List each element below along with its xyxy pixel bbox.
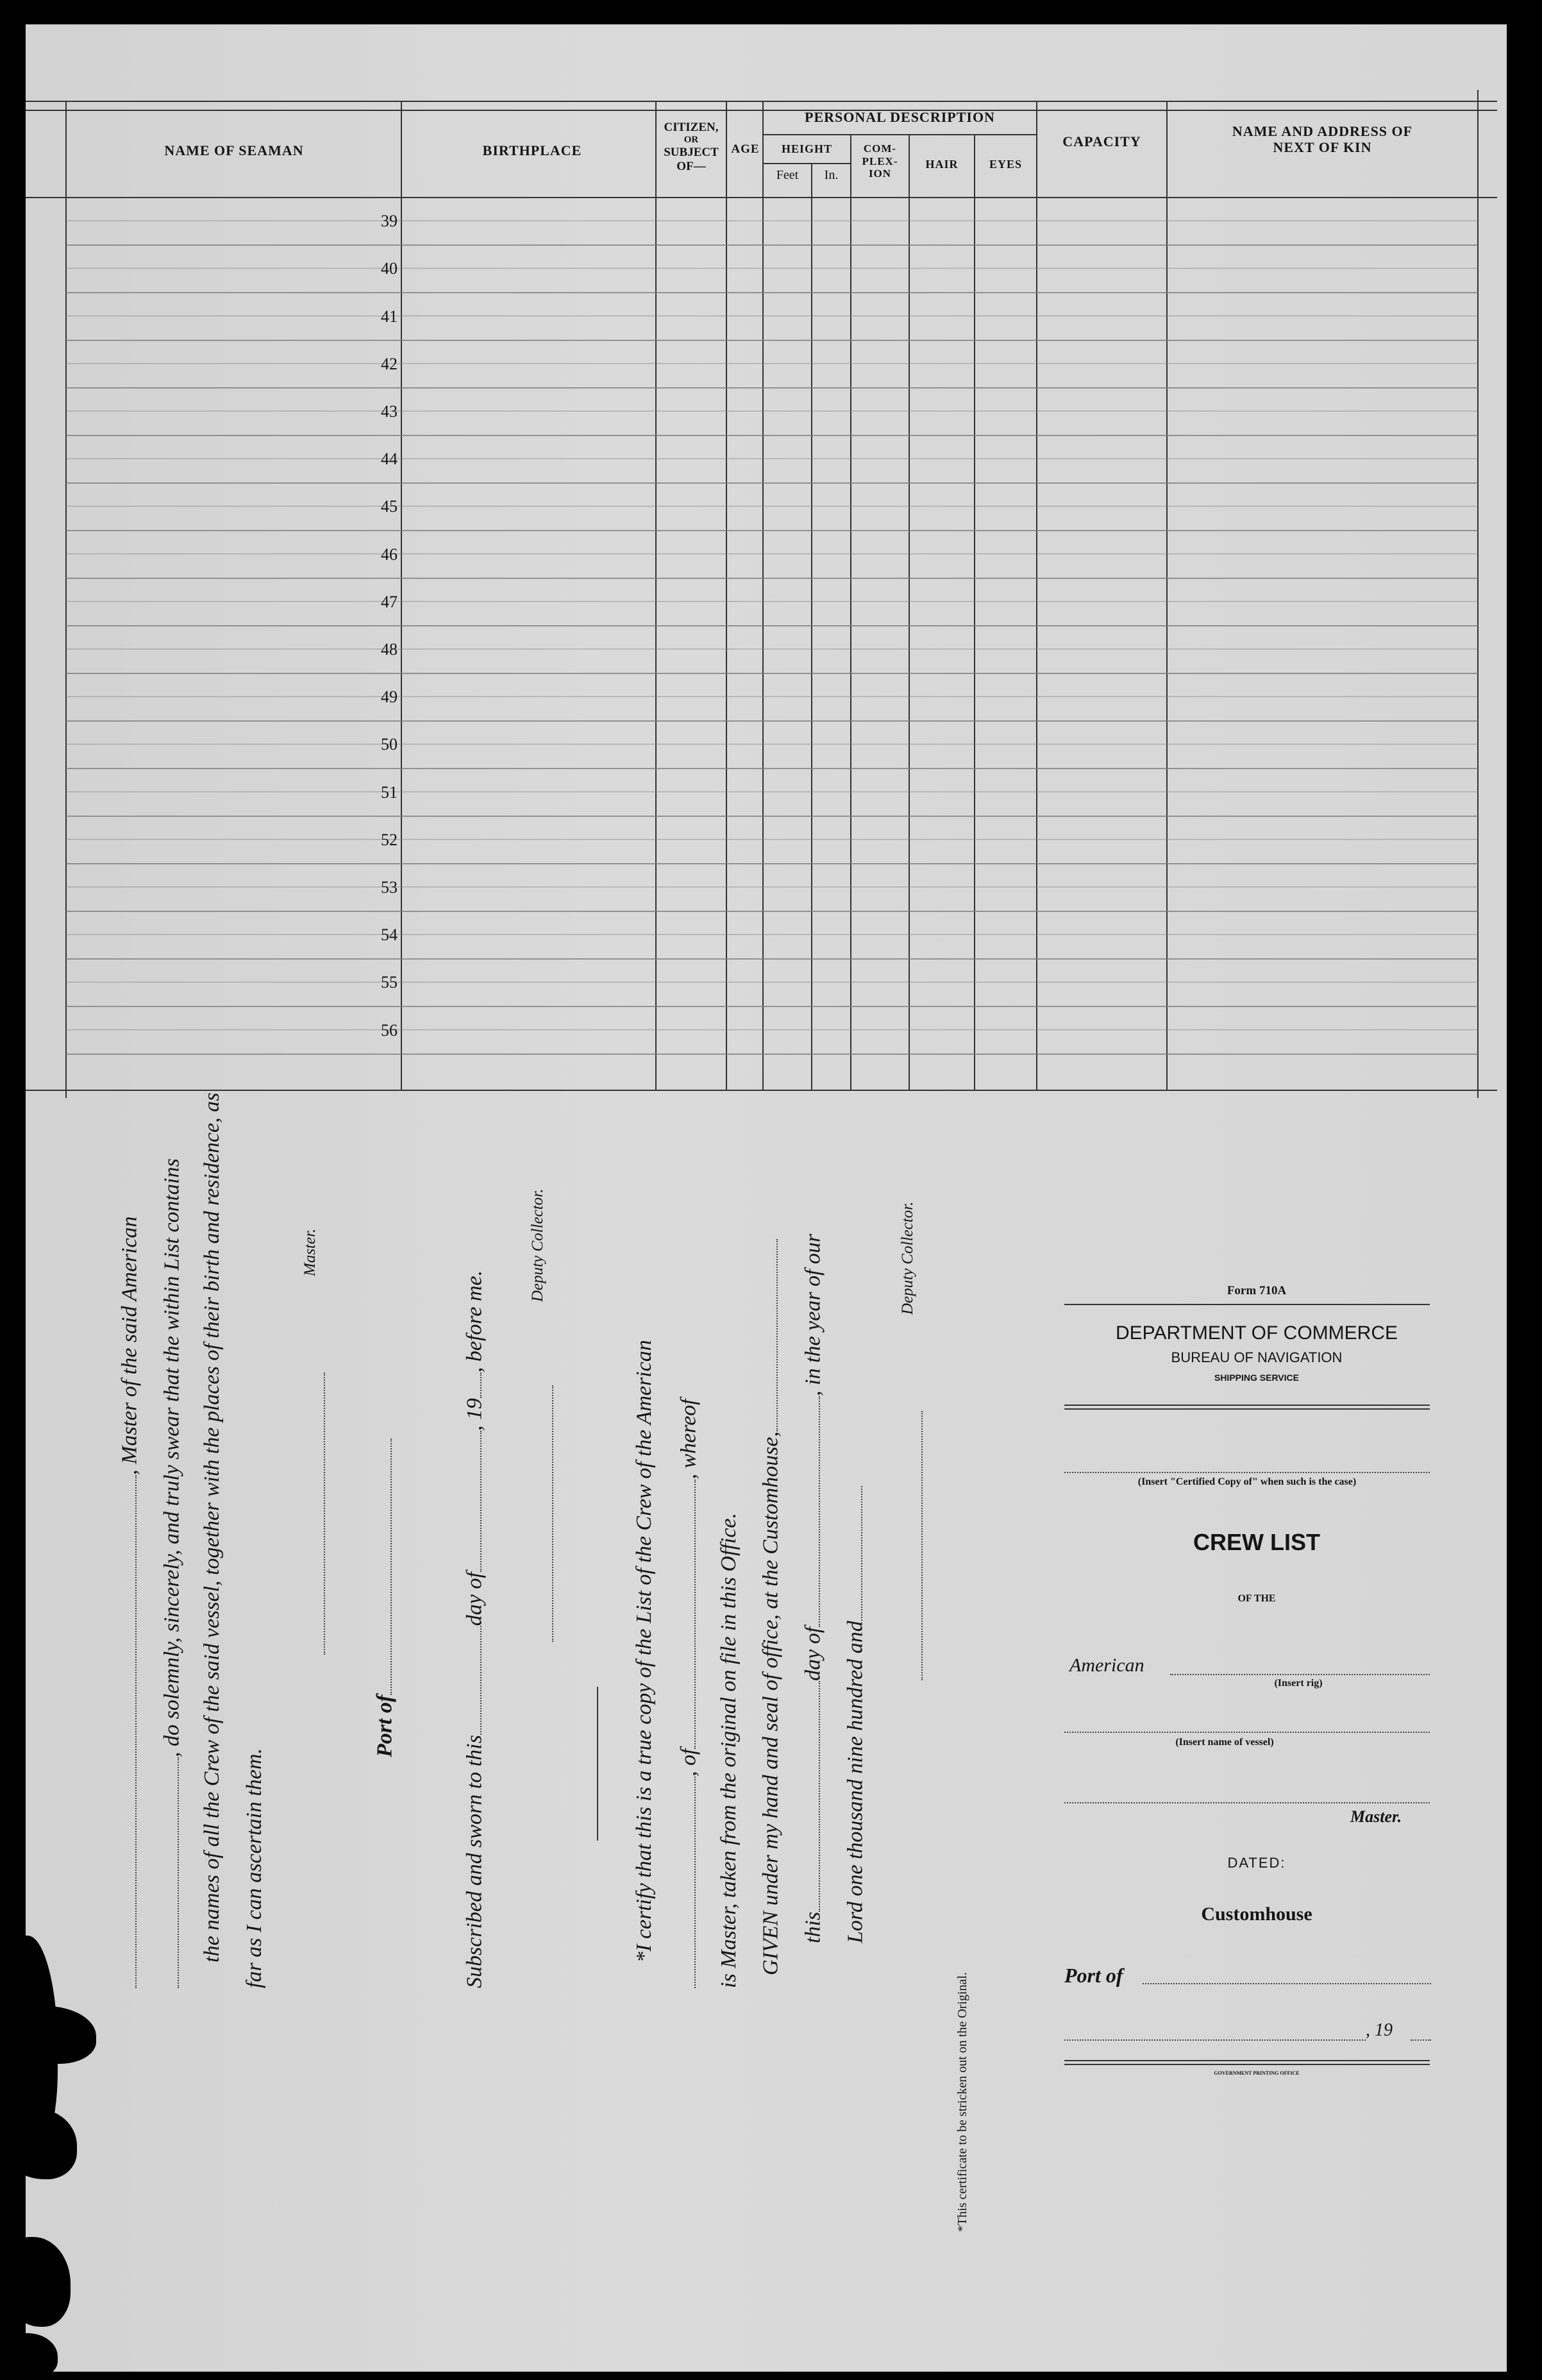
header-complexion-1: COM- [863, 142, 897, 155]
master-line [1064, 1802, 1430, 1803]
rule [1064, 1405, 1430, 1406]
department-title: DEPARTMENT OF COMMERCE [1115, 1322, 1398, 1344]
header-complexion-3: ION [868, 167, 892, 180]
rig-line [1170, 1674, 1430, 1675]
header-citizen [659, 121, 723, 174]
row-number: 51 [381, 782, 398, 802]
certified-copy-line [1064, 1472, 1430, 1473]
row-number: 43 [381, 402, 398, 421]
date-line [1064, 2039, 1366, 2041]
header-citizen-3: SUBJECT [664, 146, 719, 160]
oath-deputy-line [532, 1385, 559, 1642]
row-number: 46 [381, 544, 398, 564]
american-label: American [1069, 1655, 1144, 1676]
row-number: 41 [381, 307, 398, 326]
certificate-line-lord: Lord one thousand nine hundred and [841, 1486, 868, 1943]
port-of-label: Port of [1064, 1964, 1123, 1987]
header-inches: In. [824, 168, 839, 182]
rule [1064, 1408, 1430, 1410]
oath-subscribed: Subscribed and sworn to thisday of, 19, before me. [460, 1270, 487, 1988]
header-citizen-4: OF— [676, 159, 706, 173]
insert-certified-note: (Insert "Certified Copy of" when such is the case) [1137, 1476, 1357, 1487]
header-complexion [851, 142, 909, 180]
row-number: 50 [381, 735, 398, 754]
header-next-of-kin [1167, 123, 1478, 156]
master-label: Master. [1350, 1807, 1402, 1826]
header-capacity: CAPACITY [1062, 133, 1141, 149]
row-number: 47 [381, 592, 398, 611]
certificate-line-3: GIVEN under my hand and seal of office, at the Customhouse, [757, 1239, 784, 1975]
vessel-line [1064, 1732, 1430, 1733]
rule [1064, 2060, 1430, 2061]
row-number: 53 [381, 878, 398, 897]
header-next-of-kin-2: NEXT OF KIN [1273, 139, 1372, 156]
form-number: Form 710A [1227, 1284, 1287, 1297]
oath-line-4: far as I can ascertain them. [242, 1748, 266, 1988]
header-age: AGE [731, 142, 760, 156]
bureau-title: BUREAU OF NAVIGATION [1171, 1349, 1343, 1365]
certificate-footnote: *This certificate to be stricken out on the Original. [955, 1972, 969, 2232]
oath-line-3: the names of all the Crew of the said vessel, together with the places of their birth and residence, as [200, 1092, 224, 1962]
row-number: 49 [381, 688, 398, 707]
service-title: SHIPPING SERVICE [1214, 1372, 1299, 1383]
insert-rig-note: (Insert rig) [1274, 1678, 1323, 1689]
dated-label: DATED: [1227, 1855, 1286, 1871]
oath-separator [577, 1687, 604, 1841]
oath-line-2: , do solemnly, sincerely, and truly swear that the within List contains [158, 1158, 185, 1988]
row-number: 55 [381, 973, 398, 992]
header-birthplace: BIRTHPLACE [482, 142, 582, 158]
header-hair: HAIR [925, 158, 959, 171]
oath-deputy-label: Deputy Collector. [529, 1188, 546, 1302]
header-height: HEIGHT [781, 142, 833, 155]
oath-master [304, 1372, 331, 1655]
header-personal-description: PERSONAL DESCRIPTION [805, 109, 995, 125]
header-next-of-kin-1: NAME AND ADDRESS OF [1232, 123, 1413, 139]
year-label: , 19 [1366, 2020, 1393, 2040]
header-feet: Feet [776, 168, 799, 182]
row-number: 44 [381, 450, 398, 469]
header-name-of-seaman: NAME OF SEAMAN [164, 142, 304, 158]
printer-mark: GOVERNMENT PRINTING OFFICE [1214, 2070, 1300, 2076]
row-number: 48 [381, 640, 398, 659]
row-number: 45 [381, 497, 398, 516]
row-number: 42 [381, 354, 398, 373]
rule [1064, 1304, 1430, 1305]
certificate-deputy-line [901, 1411, 928, 1680]
row-number: 54 [381, 925, 398, 945]
certificate-line-1: *I certify that this is a true copy of the List of the Crew of the American [632, 1340, 656, 1962]
torn-edge [0, 2237, 71, 2327]
row-number: 52 [381, 830, 398, 849]
row-number: 40 [381, 259, 398, 278]
port-line [1143, 1983, 1431, 1984]
oath-line-1: , Master of the said American [115, 1216, 142, 1988]
rule [1064, 2064, 1430, 2065]
certificate-line-2: is Master, taken from the original on file in this Office. [717, 1512, 741, 1988]
row-number: 39 [381, 212, 398, 231]
torn-edge [0, 2109, 77, 2179]
torn-edge [0, 2333, 58, 2378]
of-the-label: OF THE [1237, 1593, 1276, 1604]
oath-master-label: Master. [301, 1228, 319, 1276]
header-complexion-2: PLEX- [862, 155, 898, 167]
oath-port-of: Port of [371, 1439, 398, 1757]
crew-table-grid [0, 0, 1542, 1103]
certificate-line-of: , of, whereof [675, 1399, 701, 1988]
year-line [1411, 2039, 1431, 2041]
row-number: 56 [381, 1020, 398, 1040]
header-citizen-2: OR [683, 134, 699, 145]
header-citizen-1: CITIZEN, [664, 121, 719, 134]
customhouse-label: Customhouse [1201, 1903, 1312, 1925]
certificate-deputy-label: Deputy Collector. [899, 1201, 916, 1315]
crew-list-title: CREW LIST [1193, 1529, 1320, 1555]
header-eyes: EYES [989, 158, 1023, 171]
certificate-line-this: thisday of, in the year of our [799, 1234, 826, 1943]
insert-vessel-note: (Insert name of vessel) [1175, 1737, 1274, 1748]
